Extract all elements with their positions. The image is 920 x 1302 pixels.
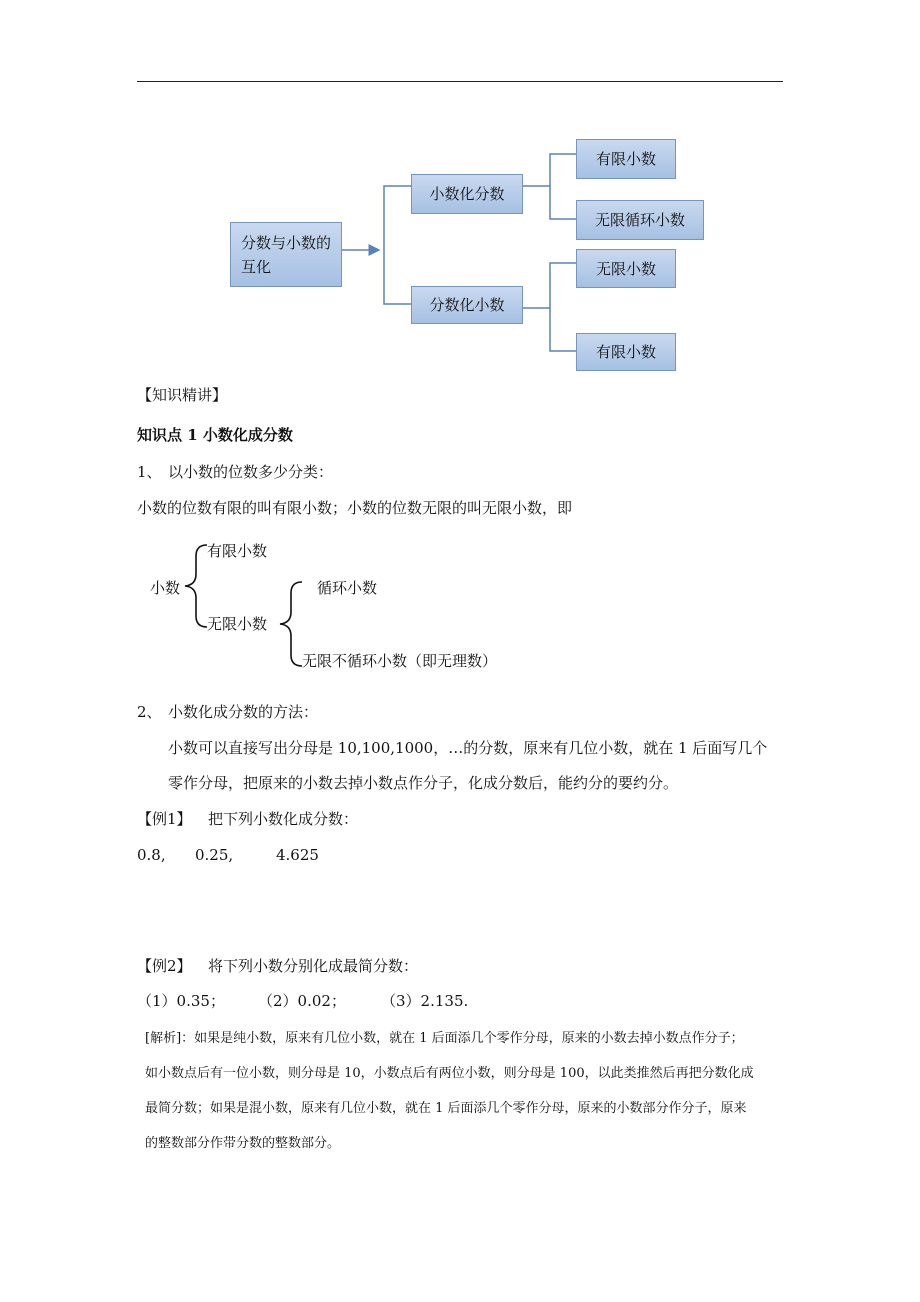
classification-repeating: 循环小数 <box>317 579 378 597</box>
diagram-branch-label: 小数化分数 <box>429 185 505 203</box>
item1-text: 以小数的位数多少分类： <box>168 463 334 481</box>
example1-value: 4.625 <box>276 846 319 864</box>
example1-prompt: 把下列小数化成分数： <box>208 810 359 828</box>
diagram-leaf-label: 有限小数 <box>595 150 656 168</box>
outer-brace <box>185 545 207 627</box>
diagram-root-label: 分数与小数的互化 <box>241 233 332 276</box>
method-line: 小数可以直接写出分母是 10,100,1000，…的分数，原来有几位小数，就在 1 后面写几个 <box>168 739 768 757</box>
diagram-branch-label: 分数化小数 <box>429 296 505 314</box>
classification-root: 小数 <box>150 579 181 597</box>
example2-label: 【例2】 <box>137 957 192 975</box>
example2-item: （1）0.35； <box>137 992 225 1010</box>
classification-infinite: 无限小数 <box>207 615 268 633</box>
section-heading: 【知识精讲】 <box>137 386 228 404</box>
item1-description: 小数的位数有限的叫有限小数；小数的位数无限的叫无限小数，即 <box>137 499 573 517</box>
example1-label: 【例1】 <box>137 810 192 828</box>
example2-item: （3）2.135. <box>381 992 469 1010</box>
item2-text: 小数化成分数的方法： <box>168 703 319 721</box>
classification-finite: 有限小数 <box>207 542 268 560</box>
example2-prompt: 将下列小数分别化成最简分数： <box>208 957 419 975</box>
inner-brace <box>280 582 302 666</box>
diagram-leaf-label: 无限循环小数 <box>594 211 685 229</box>
knowledge-point-title: 知识点 1 小数化成分数 <box>137 426 293 444</box>
analysis-line: 的整数部分作带分数的整数部分。 <box>145 1136 341 1151</box>
example1-value: 0.25, <box>195 846 234 864</box>
diagram-leaf-label: 无限小数 <box>595 259 656 278</box>
analysis-line: [解析]：如果是纯小数，原来有几位小数，就在 1 后面添几个零作分母，原来的小数去掉小数点作分子； <box>145 1031 744 1046</box>
item2-number: 2、 <box>137 703 162 721</box>
example1-value: 0.8, <box>137 846 166 864</box>
method-line: 零作分母，把原来的小数去掉小数点作分子，化成分数后，能约分的要约分。 <box>168 774 679 792</box>
example2-item: （2）0.02； <box>258 992 346 1010</box>
classification-non-repeating: 无限不循环小数（即无理数） <box>302 652 498 670</box>
analysis-line: 最简分数；如果是混小数，原来有几位小数，就在 1 后面添几个零作分母，原来的小数部分作分子，原来 <box>145 1101 747 1116</box>
diagram-leaf-label: 有限小数 <box>595 343 656 361</box>
item1-number: 1、 <box>137 463 162 481</box>
analysis-line: 如小数点后有一位小数，则分母是 10，小数点后有两位小数，则分母是 100，以此类推然后再把分数化成 <box>145 1066 754 1081</box>
